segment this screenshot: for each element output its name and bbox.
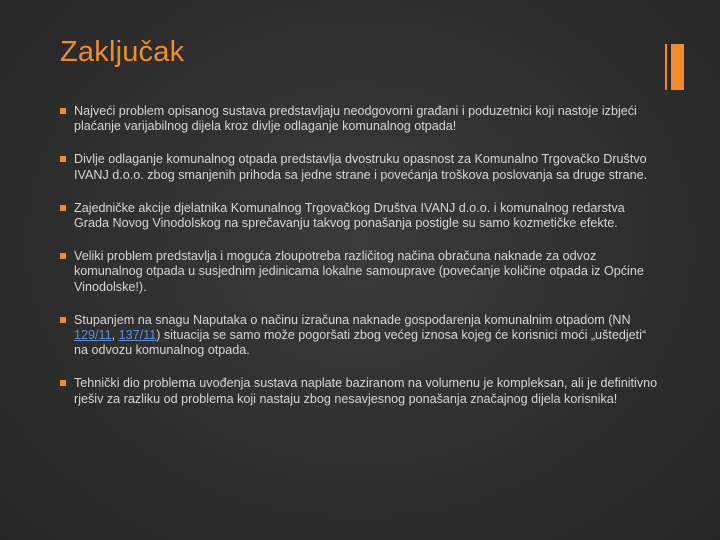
bullet-item-2 xyxy=(60,152,660,182)
square-bullet-icon xyxy=(60,380,66,386)
square-bullet-icon xyxy=(60,253,66,259)
accent-bar-thin xyxy=(665,44,667,90)
bullet-text: Veliki problem predstavlja i moguća zloupotreba različitog načina obračuna naknade za odvoz komunalnog otpada u susjednim jedinicama lokalne samouprave (povećanje količine otpada iz Općine Vinodolske!). xyxy=(74,249,644,294)
bullet-item-3 xyxy=(60,201,660,231)
bullet-text-after: ) situacija se samo može pogoršati zbog većeg iznosa kojeg će korisnici moći „uštedjeti“ na odvozu komunalnog otpada. xyxy=(74,328,647,358)
link-separator: , xyxy=(111,328,119,343)
square-bullet-icon xyxy=(60,317,66,323)
bullet-text: Najveći problem opisanog sustava predstavljaju neodgovorni građani i poduzetnici koji nastoje izbjeći plaćanje varijabilnog dijela kroz divlje odlaganje komunalnog otpada! xyxy=(74,104,637,134)
square-bullet-icon xyxy=(60,205,66,211)
bullet-text: Tehnički dio problema uvođenja sustava naplate baziranom na volumenu je kompleksan, ali je definitivno rješiv za razliku od problema koji nastaju zbog nesavjesnog ponašanja značajnog dijela korisnika! xyxy=(74,376,658,406)
bullet-item-1 xyxy=(60,104,660,134)
bullet-text-before: Stupanjem na snagu Naputaka o načinu izračuna naknade gospodarenja komunalnim otpadom (NN xyxy=(74,312,631,327)
bullet-item-4 xyxy=(60,249,660,295)
accent-bar-thick xyxy=(671,44,684,90)
square-bullet-icon xyxy=(60,108,66,114)
bullet-list xyxy=(60,104,660,425)
slide-title: Zaključak xyxy=(60,36,185,68)
link-nn-137-11[interactable]: 137/11 xyxy=(118,328,157,343)
bullet-item-5 xyxy=(60,313,660,359)
bullet-item-6 xyxy=(60,376,660,406)
link-nn-129-11[interactable]: 129/11 xyxy=(74,328,112,343)
bullet-text: Divlje odlaganje komunalnog otpada predstavlja dvostruku opasnost za Komunalno Trgovačko Društvo IVANJ d.o.o. zbog smanjenih prihoda sa jedne strane i povećanja troškova poslovanja sa druge strane. xyxy=(74,152,648,182)
square-bullet-icon xyxy=(60,156,66,162)
bullet-text: Zajedničke akcije djelatnika Komunalnog Trgovačkog Društva IVANJ d.o.o. i komunalnog redarstva Grada Novog Vinodolskog na sprečavanju takvog ponašanja postigle su samo kozmetičke efekte. xyxy=(74,200,625,231)
